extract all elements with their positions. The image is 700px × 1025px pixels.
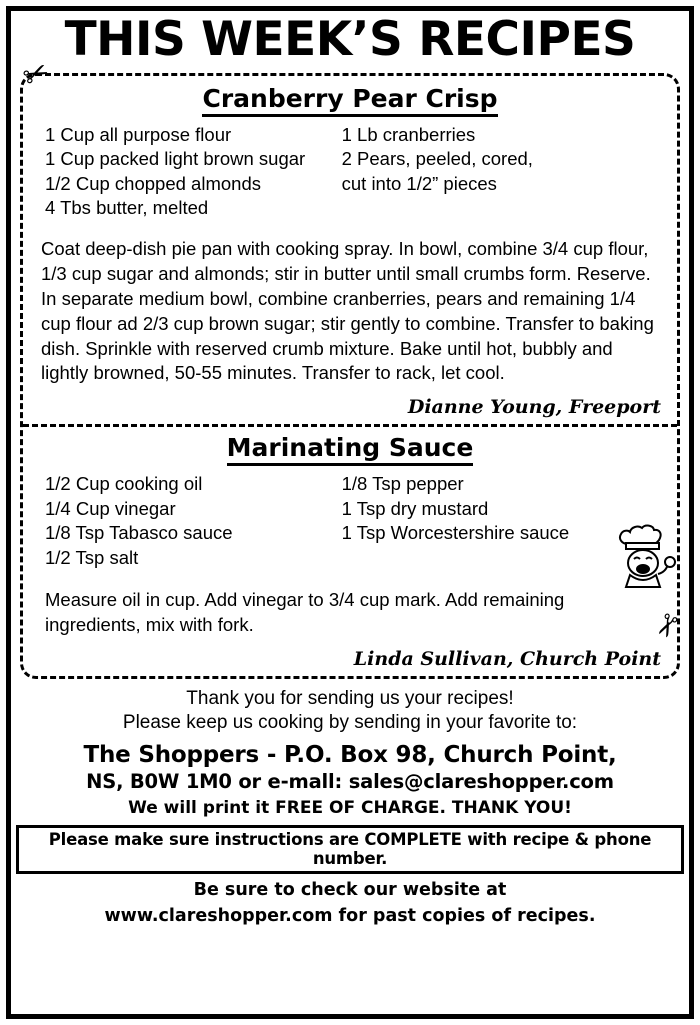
ingredients-list	[37, 472, 663, 570]
footer-thanks-line-1: Thank you for sending us your recipes!	[186, 688, 514, 709]
recipe-credit: Linda Sullivan, Church Point	[353, 648, 661, 670]
recipe-title	[37, 433, 663, 462]
footer-website-line-1: Be sure to check our website at	[193, 879, 507, 900]
footer-website-line-2: www.clareshopper.com for past copies of recipes.	[104, 906, 596, 927]
recipe-title-text: Cranberry Pear Crisp	[202, 84, 497, 117]
footer-complete-bar: Please make sure instructions are COMPLETE with recipe & phone number.	[16, 825, 684, 874]
ingredients-column-left	[45, 472, 342, 570]
ingredients-column-right	[342, 123, 663, 221]
ingredients-list	[37, 123, 663, 221]
footer-free-notice: We will print it FREE OF CHARGE. THANK YOU!	[128, 797, 572, 818]
ingredient-item: 1 Tsp Worcestershire sauce	[341, 522, 570, 544]
ingredient-item: cut into 1/2” pieces	[341, 172, 497, 194]
ingredient-item: 4 Tbs butter, melted	[45, 197, 209, 219]
recipe-method: Measure oil in cup. Add vinegar to 3/4 cup mark. Add remaining ingredients, mix with fork.	[45, 589, 565, 636]
ingredient-item: 1 Tsp dry mustard	[341, 497, 489, 519]
recipe-title	[37, 84, 663, 113]
footer-address-line-1: The Shoppers - P.O. Box 98, Church Point,	[83, 741, 617, 768]
footer-address-line-2: NS, B0W 1M0 or e-mall: sales@clareshopper.com	[86, 769, 614, 793]
ingredient-item: 1/2 Tsp salt	[45, 546, 139, 568]
ingredient-item: 2 Pears, peeled, cored,	[341, 148, 533, 170]
recipe-method: Coat deep-dish pie pan with cooking spray. In bowl, combine 3/4 cup flour, 1/3 cup sugar and almonds; stir in butter until small crumbs form. Reserve. In separate medium bowl, combine cranberries, pears and remaining 1/4 cup flour ad 2/3 cup brown sugar; stir gently to combine. Transfer to baking dish. Sprinkle with reserved crumb mixture. Bake until hot, bubbly and lightly browned, 50-55 minutes. Transfer to rack, let cool.	[41, 237, 654, 384]
footer-thanks-line-2: Please keep us cooking by sending in your favorite to:	[122, 712, 578, 734]
ingredients-column-left	[45, 123, 342, 221]
scissors-icon: ✂	[645, 606, 687, 644]
page-title: THIS WEEK’S RECIPES	[64, 12, 636, 67]
ingredient-item: 1/4 Cup vinegar	[45, 497, 176, 519]
recipe-cranberry-pear-crisp	[37, 84, 663, 418]
ingredient-item: 1 Cup all purpose flour	[45, 124, 232, 145]
recipe-divider	[23, 424, 677, 427]
recipes-container	[20, 73, 680, 679]
recipe-marinating-sauce	[37, 433, 663, 670]
ingredient-item: 1/8 Tsp pepper	[341, 473, 464, 495]
ingredient-item: 1/8 Tsp Tabasco sauce	[45, 522, 233, 544]
recipe-title-text: Marinating Sauce	[227, 433, 474, 466]
recipe-credit: Dianne Young, Freeport	[407, 396, 661, 419]
ingredient-item: 1/2 Cup chopped almonds	[45, 172, 261, 194]
chef-icon	[608, 524, 684, 594]
scissors-icon: ✂	[17, 54, 55, 95]
ingredient-item: 1 Lb cranberries	[341, 124, 476, 145]
ingredient-item: 1/2 Cup cooking oil	[45, 473, 203, 495]
ingredient-item: 1 Cup packed light brown sugar	[45, 148, 306, 170]
footer	[16, 687, 684, 927]
